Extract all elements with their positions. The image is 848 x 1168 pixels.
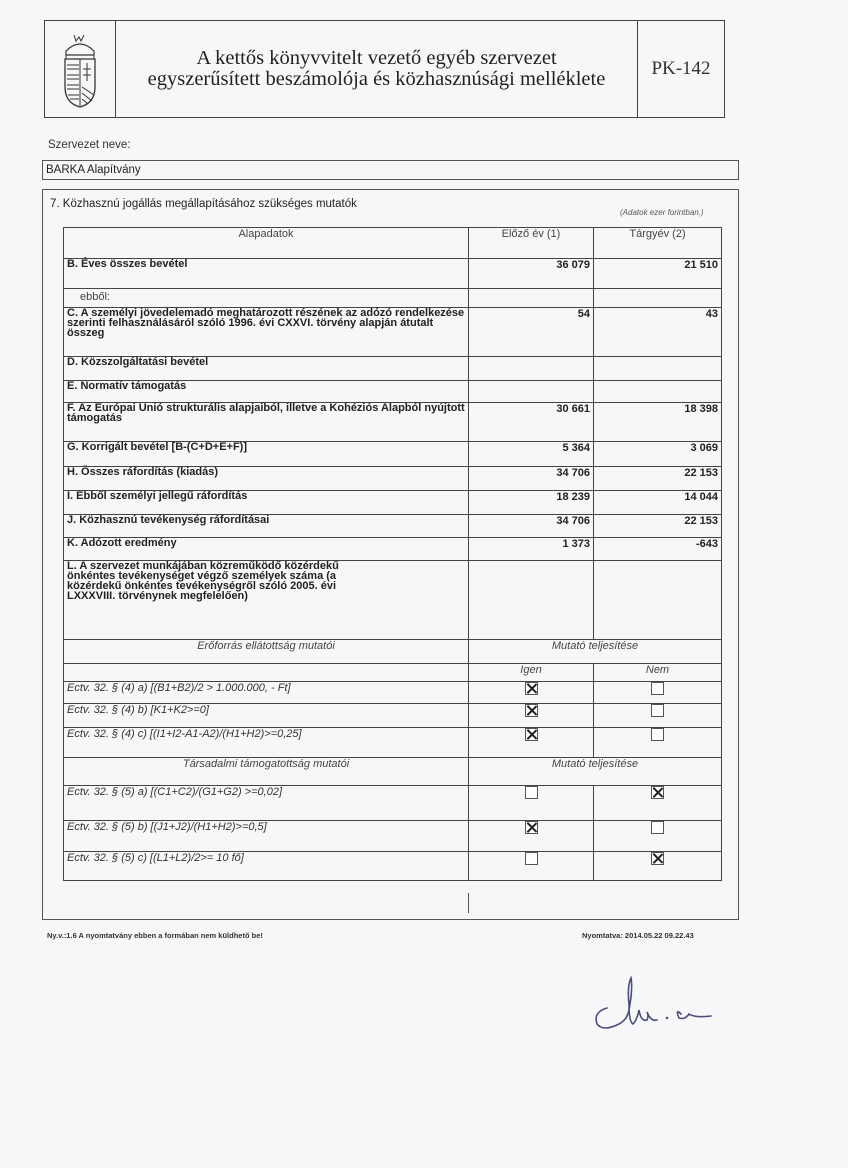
indicator-row: [64, 786, 722, 821]
yes-checkbox-checked[interactable]: [525, 728, 538, 741]
header-prev-year: Előző év (1): [469, 228, 594, 259]
section-title: 7. Közhasznú jogállás megállapításához szükséges mutatók: [50, 198, 357, 210]
indicator-row: [64, 728, 722, 758]
footer-notice: Ny.v.:1.6 A nyomtatvány ebben a formában nem küldhető be!: [47, 931, 263, 940]
row-label: H. Összes ráfordítás (kiadás): [64, 467, 469, 491]
indicator-label: Ectv. 32. § (5) b) [(J1+J2)/(H1+H2)>=0,5]: [64, 821, 469, 852]
yes-checkbox[interactable]: [525, 786, 538, 799]
value-curr[interactable]: [594, 561, 722, 640]
row-label: I. Ebből személyi jellegű ráfordítás: [64, 491, 469, 515]
value-curr[interactable]: -643: [594, 538, 722, 561]
form-title-line1: A kettős könyvvitelt vezető egyéb szervezet: [196, 47, 557, 69]
table-row: [64, 357, 722, 381]
value-prev[interactable]: 34 706: [469, 515, 594, 538]
header-base: Alapadatok: [64, 228, 469, 259]
empty-cell: [64, 664, 469, 682]
yes-checkbox-checked[interactable]: [525, 682, 538, 695]
resource-indicators-header: [64, 640, 722, 664]
column-divider: [468, 893, 469, 913]
indicator-label: Ectv. 32. § (4) a) [(B1+B2)/2 > 1.000.000, - Ft]: [64, 682, 469, 704]
value-curr[interactable]: [594, 289, 722, 308]
indicator-row: [64, 704, 722, 728]
yes-checkbox-checked[interactable]: [525, 704, 538, 717]
no-checkbox[interactable]: [651, 682, 664, 695]
table-row: [64, 381, 722, 403]
value-prev[interactable]: 30 661: [469, 403, 594, 442]
value-curr[interactable]: [594, 357, 722, 381]
coat-of-arms-icon: [45, 21, 116, 117]
organization-label: Szervezet neve:: [48, 139, 131, 151]
indicator-row: [64, 821, 722, 852]
fulfilment-header: Mutató teljesítése: [469, 640, 722, 664]
indicator-label: Ectv. 32. § (5) a) [(C1+C2)/(G1+G2) >=0,02]: [64, 786, 469, 821]
yes-no-header: [64, 664, 722, 682]
row-label: D. Közszolgáltatási bevétel: [64, 357, 469, 381]
social-indicators-header: [64, 758, 722, 786]
row-label: J. Közhasznú tevékenység ráfordításai: [64, 515, 469, 538]
indicator-row: [64, 682, 722, 704]
table-row: [64, 308, 722, 357]
value-curr[interactable]: 22 153: [594, 515, 722, 538]
row-label: E. Normatív támogatás: [64, 381, 469, 403]
indicator-row: [64, 852, 722, 881]
row-label: C. A személyi jövedelemadó meghatározott részének az adózó rendelkezése szerinti felhasználásáról szóló 1996. évi CXXVI. törvény alapján átutalt összeg: [64, 308, 469, 357]
table-row: [64, 403, 722, 442]
value-curr[interactable]: 22 153: [594, 467, 722, 491]
table-row: [64, 538, 722, 561]
row-label: B. Éves összes bevétel: [64, 259, 469, 289]
table-row: [64, 259, 722, 289]
value-curr[interactable]: 18 398: [594, 403, 722, 442]
value-curr[interactable]: [594, 381, 722, 403]
value-curr[interactable]: 14 044: [594, 491, 722, 515]
value-prev[interactable]: 5 364: [469, 442, 594, 467]
yes-header: Igen: [469, 664, 594, 682]
value-prev[interactable]: 1 373: [469, 538, 594, 561]
no-checkbox-checked[interactable]: [651, 852, 664, 865]
no-checkbox[interactable]: [651, 728, 664, 741]
table-row: [64, 515, 722, 538]
organization-name-field[interactable]: BARKA Alapítvány: [42, 160, 739, 180]
header-current-year: Tárgyév (2): [594, 228, 722, 259]
row-label: G. Korrigált bevétel [B-(C+D+E+F)]: [64, 442, 469, 467]
social-indicators-title: Társadalmi támogatottság mutatói: [64, 758, 469, 786]
fulfilment-header: Mutató teljesítése: [469, 758, 722, 786]
value-prev[interactable]: [469, 289, 594, 308]
row-label: F. Az Európai Unió strukturális alapjaiból, illetve a Kohéziós Alapból nyújtott támogatás: [64, 403, 469, 442]
table-row: [64, 561, 722, 640]
table-header-row: [64, 228, 722, 259]
row-label: ebből:: [64, 289, 469, 308]
row-label: K. Adózott eredmény: [64, 538, 469, 561]
table-row: [64, 442, 722, 467]
no-header: Nem: [594, 664, 722, 682]
table-row: [64, 491, 722, 515]
no-checkbox-checked[interactable]: [651, 786, 664, 799]
resource-indicators-title: Erőforrás ellátottság mutatói: [64, 640, 469, 664]
value-prev[interactable]: 18 239: [469, 491, 594, 515]
value-curr[interactable]: 43: [594, 308, 722, 357]
form-header: [44, 20, 725, 118]
form-title-line2: egyszerűsített beszámolója és közhasznúsági melléklete: [147, 68, 606, 90]
value-prev[interactable]: 54: [469, 308, 594, 357]
value-prev[interactable]: [469, 561, 594, 640]
form-title: [116, 21, 638, 117]
signature-icon: [585, 970, 735, 1045]
table-row: [64, 467, 722, 491]
unit-note: (Adatok ezer forintban.): [620, 208, 704, 217]
value-prev[interactable]: 36 079: [469, 259, 594, 289]
value-curr[interactable]: 21 510: [594, 259, 722, 289]
no-checkbox[interactable]: [651, 704, 664, 717]
yes-checkbox-checked[interactable]: [525, 821, 538, 834]
indicator-label: Ectv. 32. § (4) b) [K1+K2>=0]: [64, 704, 469, 728]
print-timestamp: Nyomtatva: 2014.05.22 09.22.43: [582, 931, 694, 940]
table-row: [64, 289, 722, 308]
yes-checkbox[interactable]: [525, 852, 538, 865]
row-label: L. A szervezet munkájában közreműködő közérdekű önkéntes tevékenységet végző személyek száma (a közérdekű önkéntes tevékenységről szóló 2005. évi LXXXVIII. törvénynek megfelelően): [64, 561, 469, 640]
value-prev[interactable]: [469, 381, 594, 403]
indicators-table: [63, 227, 722, 881]
no-checkbox[interactable]: [651, 821, 664, 834]
form-code: PK-142: [651, 58, 711, 79]
value-prev[interactable]: 34 706: [469, 467, 594, 491]
value-curr[interactable]: 3 069: [594, 442, 722, 467]
value-prev[interactable]: [469, 357, 594, 381]
indicator-label: Ectv. 32. § (4) c) [(I1+I2-A1-A2)/(H1+H2)>=0,25]: [64, 728, 469, 758]
indicator-label: Ectv. 32. § (5) c) [(L1+L2)/2>= 10 fő]: [64, 852, 469, 881]
